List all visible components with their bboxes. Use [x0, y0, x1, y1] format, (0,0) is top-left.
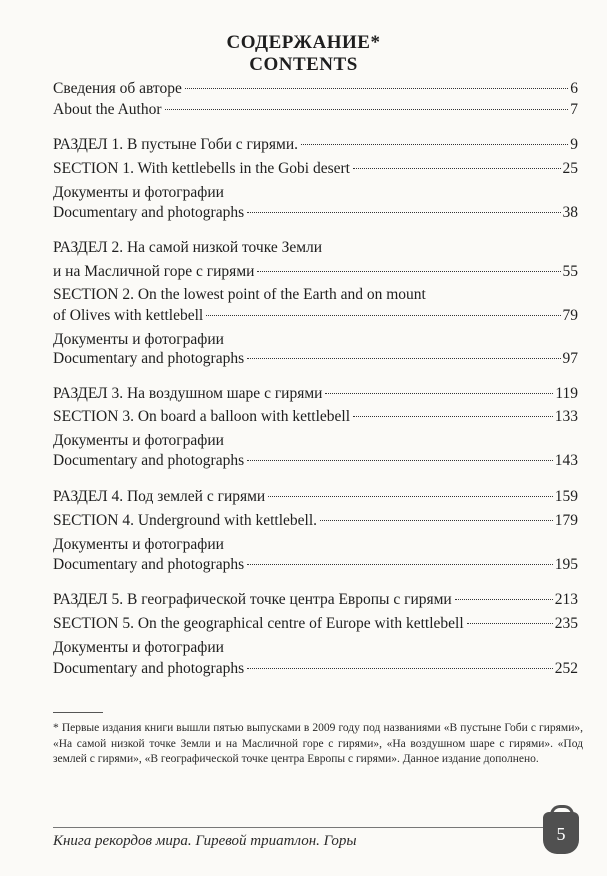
- toc-leader-dots: [467, 623, 553, 624]
- toc-leader-dots: [247, 564, 553, 565]
- toc-entry-text: SECTION 5. On the geographical centre of Europe with kettlebell: [53, 615, 464, 632]
- toc-entry: [53, 182, 578, 204]
- contents-title-ru: СОДЕРЖАНИЕ*: [226, 32, 381, 53]
- toc-leader-dots: [325, 393, 553, 394]
- toc-entry-text: Documentary and photographs: [53, 556, 245, 573]
- toc-leader-dots: [257, 271, 560, 272]
- toc-entry: [53, 554, 578, 576]
- footnote-separator: [53, 712, 103, 713]
- toc-leader-dots: [247, 668, 553, 669]
- toc-page-number: 38: [562, 204, 578, 221]
- toc-entry: [53, 284, 578, 306]
- toc-leader-dots: [353, 416, 553, 417]
- toc-leader-dots: [247, 358, 560, 359]
- toc-entry: [53, 305, 578, 327]
- toc-leader-dots: [247, 460, 553, 461]
- toc-leader-dots: [185, 88, 568, 89]
- toc-entry: [53, 450, 578, 472]
- toc-page-number: 195: [554, 556, 578, 573]
- toc-entry: [53, 486, 578, 508]
- toc-page-number: 79: [562, 307, 578, 324]
- toc-entry-text: Сведения об авторе: [53, 80, 182, 97]
- toc-page-number: 252: [554, 660, 578, 677]
- toc-page-number: 7: [570, 101, 578, 118]
- running-footer-title: Книга рекордов мира. Гиревой триатлон. Горы: [53, 833, 357, 849]
- toc-entry-text: of Olives with kettlebell: [53, 307, 204, 324]
- toc-page-number: 159: [554, 488, 578, 505]
- page-number: 5: [556, 824, 566, 844]
- toc-leader-dots: [455, 599, 553, 600]
- toc-entry: [53, 589, 578, 611]
- toc-leader-dots: [320, 520, 553, 521]
- toc-entry: [53, 637, 578, 659]
- toc-entry-text: РАЗДЕЛ 1. В пустыне Гоби с гирями.: [53, 136, 299, 153]
- toc-entry-text: SECTION 3. On board a balloon with kettlebell: [53, 408, 351, 425]
- toc-entry: [53, 99, 578, 121]
- kettlebell-handle: [550, 805, 574, 820]
- toc-entry-text: Documentary and photographs: [53, 350, 245, 367]
- toc-entry-text: Documentary and photographs: [53, 204, 245, 221]
- toc-entry: [53, 534, 578, 556]
- toc-entry-text: РАЗДЕЛ 2. На самой низкой точке Земли: [53, 239, 323, 256]
- toc-leader-dots: [206, 315, 560, 316]
- toc-entry-text: Документы и фотографии: [53, 331, 224, 348]
- toc-page-number: 119: [555, 385, 578, 402]
- toc-leader-dots: [165, 109, 569, 110]
- toc-entry-text: Документы и фотографии: [53, 432, 224, 449]
- toc-page-number: 25: [562, 160, 578, 177]
- toc-entry-text: SECTION 2. On the lowest point of the Earth and on mount: [53, 286, 426, 303]
- toc-entry: [53, 383, 578, 405]
- toc-leader-dots: [247, 212, 560, 213]
- toc-leader-dots: [268, 496, 553, 497]
- toc-entry: [53, 406, 578, 428]
- toc-entry-text: SECTION 1. With kettlebells in the Gobi desert: [53, 160, 350, 177]
- toc-page-number: 133: [554, 408, 578, 425]
- toc-entry: [53, 158, 578, 180]
- toc-entry: [53, 237, 578, 259]
- kettlebell-icon: [543, 812, 579, 854]
- toc-page-number: 9: [570, 136, 578, 153]
- toc-leader-dots: [353, 168, 561, 169]
- toc-entry-text: SECTION 4. Underground with kettlebell.: [53, 512, 318, 529]
- toc-entry: [53, 658, 578, 680]
- contents-title-en: CONTENTS: [249, 54, 358, 75]
- toc-entry-text: РАЗДЕЛ 4. Под землей с гирями: [53, 488, 266, 505]
- toc-entry-text: РАЗДЕЛ 5. В географической точке центра Европы с гирями: [53, 591, 452, 608]
- footer-divider: [53, 827, 550, 828]
- footnote: * Первые издания книги вышли пятью выпусками в 2009 году под названиями «В пустыне Гоби с гирями», «На самой низкой точке Земли и на Масличной горе с гирями», «На воздушном шаре с гирями». «Под землей с гирями», «В географической точке центра Европы с гирями». Данное издание дополнено.: [53, 722, 583, 765]
- toc-entry-text: РАЗДЕЛ 3. На воздушном шаре с гирями: [53, 385, 323, 402]
- toc-page-number: 235: [554, 615, 578, 632]
- toc-entry: [53, 202, 578, 224]
- toc-entry: [53, 134, 578, 156]
- toc-entry-text: Документы и фотографии: [53, 184, 224, 201]
- toc-page-number: 179: [554, 512, 578, 529]
- toc-leader-dots: [301, 144, 568, 145]
- toc-page-number: 97: [562, 350, 578, 367]
- toc-entry: [53, 261, 578, 283]
- toc-entry-text: и на Масличной горе с гирями: [53, 263, 255, 280]
- toc-entry: [53, 430, 578, 452]
- toc-entry-text: Documentary and photographs: [53, 660, 245, 677]
- toc-entry: [53, 510, 578, 532]
- toc-entry: [53, 348, 578, 370]
- toc-page-number: 143: [554, 452, 578, 469]
- toc-page-number: 55: [562, 263, 578, 280]
- toc-page-number: 6: [570, 80, 578, 97]
- toc-entry-text: Документы и фотографии: [53, 639, 224, 656]
- toc-entry-text: Documentary and photographs: [53, 452, 245, 469]
- toc-page-number: 213: [554, 591, 578, 608]
- toc-entry: [53, 613, 578, 635]
- toc-entry: [53, 78, 578, 100]
- toc-entry-text: Документы и фотографии: [53, 536, 224, 553]
- toc-entry-text: About the Author: [53, 101, 162, 118]
